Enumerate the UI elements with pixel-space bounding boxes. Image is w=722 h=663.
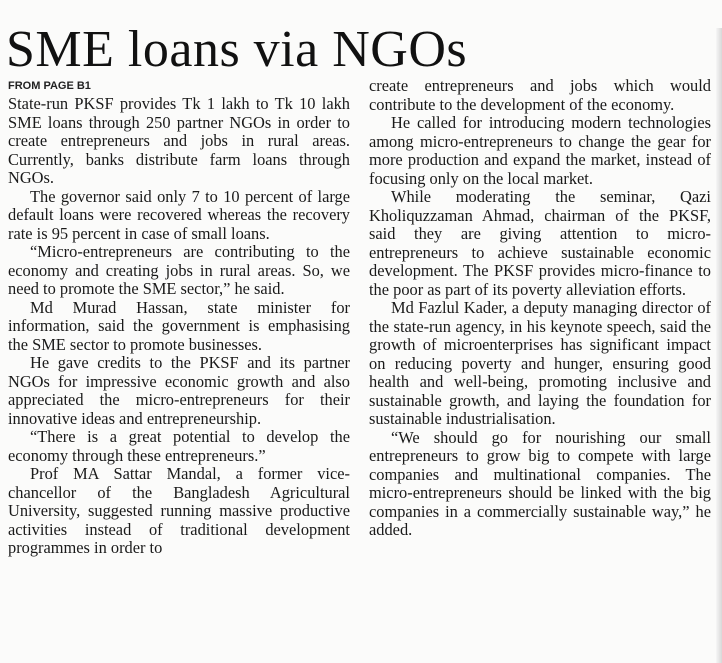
paragraph: “We should go for nourishing our small entrepreneurs to grow big to compete with large companies and multinational companies. The micro-entrepreneurs should be linked with the big companies in a commercially sustainable way,” he added. (369, 427, 711, 539)
paragraph: While moderating the seminar, Qazi Kholiquzzaman Ahmad, chairman of the PKSF, said they are giving attention to micro-entrepreneurs to achieve sustainable economic development. The PKSF provides micro-finance to the poor as part of its poverty alleviation efforts. (369, 187, 711, 299)
article-column-right (369, 77, 711, 663)
paragraph: He gave credits to the PKSF and its partner NGOs for impressive economic growth and also appreciated the micro-entrepreneurs for their innovative ideas and entrepreneurship. (8, 353, 350, 428)
paragraph: “Micro-entrepreneurs are contributing to the economy and creating jobs in rural areas. So, we need to promote the SME sector,” he said. (8, 242, 350, 298)
paragraph: State-run PKSF provides Tk 1 lakh to Tk 10 lakh SME loans through 250 partner NGOs in order to create entrepreneurs and jobs in rural areas. Currently, banks distribute farm loans through NGOs. (8, 95, 350, 187)
paragraph: Md Fazlul Kader, a deputy managing director of the state-run agency, in his keynote speech, said the growth of microenterprises has significant impact on reducing poverty and hunger, ensuring good health and well-being, promoting inclusive and sustainable growth, and laying the foundation for sustainable industrialisation. (369, 298, 711, 428)
paragraph: The governor said only 7 to 10 percent of large default loans were recovered whereas the recovery rate is 95 percent in case of small loans. (8, 186, 350, 243)
paragraph: create entrepreneurs and jobs which would contribute to the development of the economy. (369, 77, 711, 114)
paragraph: Md Murad Hassan, state minister for information, said the government is emphasising the SME sector to promote businesses. (8, 297, 350, 354)
continuation-label: FROM PAGE B1 (8, 80, 91, 92)
article-headline: SME loans via NGOs (6, 21, 468, 78)
article-column-left (8, 95, 350, 663)
paragraph: Prof MA Sattar Mandal, a former vice-chancellor of the Bangladesh Agricultural University, suggested running massive productive activities instead of traditional development programmes in order to (8, 464, 350, 557)
paragraph: “There is a great potential to develop the economy through these entrepreneurs.” (8, 427, 350, 465)
page-edge-shadow (716, 28, 722, 663)
paragraph: He called for introducing modern technologies among micro-entrepreneurs to change the gear for more production and expand the market, instead of focusing only on the local market. (369, 113, 711, 188)
